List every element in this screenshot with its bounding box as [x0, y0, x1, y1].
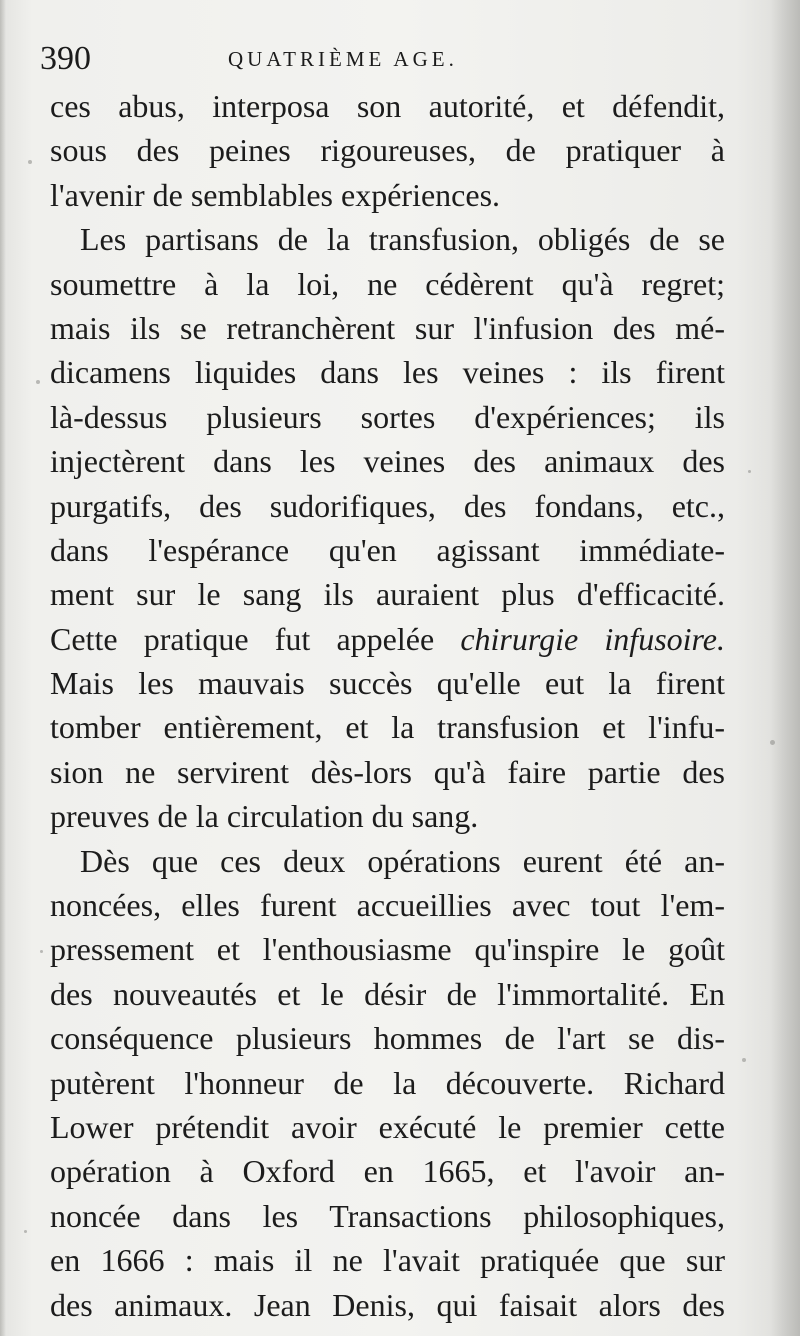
- paper-speck: [24, 1230, 27, 1233]
- text-line: tomber entièrement, et la transfusion et l'infu-: [50, 709, 725, 746]
- text-line: des nouveautés et le désir de l'immortalité. En: [50, 975, 725, 1012]
- text-line: preuves de la circulation du sang.: [50, 798, 479, 835]
- text-line: ment sur le sang ils auraient plus d'efficacité.: [50, 576, 725, 613]
- text-line: mais ils se retranchèrent sur l'infusion des mé-: [50, 309, 725, 346]
- text-run: Cette pratique fut appelée: [50, 620, 461, 657]
- paper-speck: [770, 740, 775, 745]
- text-line: purgatifs, des sudorifiques, des fondans, etc.,: [50, 487, 725, 524]
- text-line: pressement et l'enthousiasme qu'inspire le goût: [50, 931, 725, 968]
- page-number: 390: [40, 40, 91, 77]
- text-line: l'avenir de semblables expériences.: [50, 176, 501, 213]
- body-text: [50, 84, 725, 1327]
- paper-speck: [36, 380, 40, 384]
- paper-speck: [742, 1058, 746, 1062]
- italic-term: chirurgie infusoire.: [460, 620, 726, 657]
- text-line: noncée dans les Transactions philosophiques,: [50, 1197, 725, 1234]
- text-line: Les partisans de la transfusion, obligés de se: [80, 221, 725, 258]
- text-line: Dès que ces deux opérations eurent été an-: [80, 842, 725, 879]
- text-line: opération à Oxford en 1665, et l'avoir an-: [50, 1153, 725, 1190]
- text-line: des animaux. Jean Denis, qui faisait alors des: [50, 1286, 725, 1323]
- text-line: conséquence plusieurs hommes de l'art se dis-: [50, 1020, 725, 1057]
- page-header: [40, 30, 740, 90]
- page-left-shadow: [0, 0, 6, 1336]
- text-line: soumettre à la loi, ne cédèrent qu'à regret;: [50, 265, 725, 302]
- text-line: dans l'espérance qu'en agissant immédiate-: [50, 531, 725, 568]
- text-line: en 1666 : mais il ne l'avait pratiquée que sur: [50, 1242, 725, 1279]
- running-head: QUATRIÈME AGE.: [228, 47, 458, 71]
- text-line: noncées, elles furent accueillies avec tout l'em-: [50, 887, 725, 924]
- text-line: injectèrent dans les veines des animaux des: [50, 443, 725, 480]
- text-line: dicamens liquides dans les veines : ils firent: [50, 354, 725, 391]
- text-line: Lower prétendit avoir exécuté le premier cette: [50, 1108, 725, 1145]
- paper-speck: [748, 470, 751, 473]
- text-line: [50, 617, 725, 661]
- text-line: Mais les mauvais succès qu'elle eut la firent: [50, 665, 725, 702]
- text-line: sion ne servirent dès-lors qu'à faire partie des: [50, 753, 725, 790]
- page-right-shadow: [770, 0, 800, 1336]
- text-line: là-dessus plusieurs sortes d'expériences; ils: [50, 398, 725, 435]
- paper-speck: [40, 950, 43, 953]
- text-line: ces abus, interposa son autorité, et défendit,: [50, 88, 725, 124]
- text-line: putèrent l'honneur de la découverte. Richard: [50, 1064, 725, 1101]
- paper-speck: [28, 160, 32, 164]
- text-line: sous des peines rigoureuses, de pratiquer à: [50, 132, 725, 169]
